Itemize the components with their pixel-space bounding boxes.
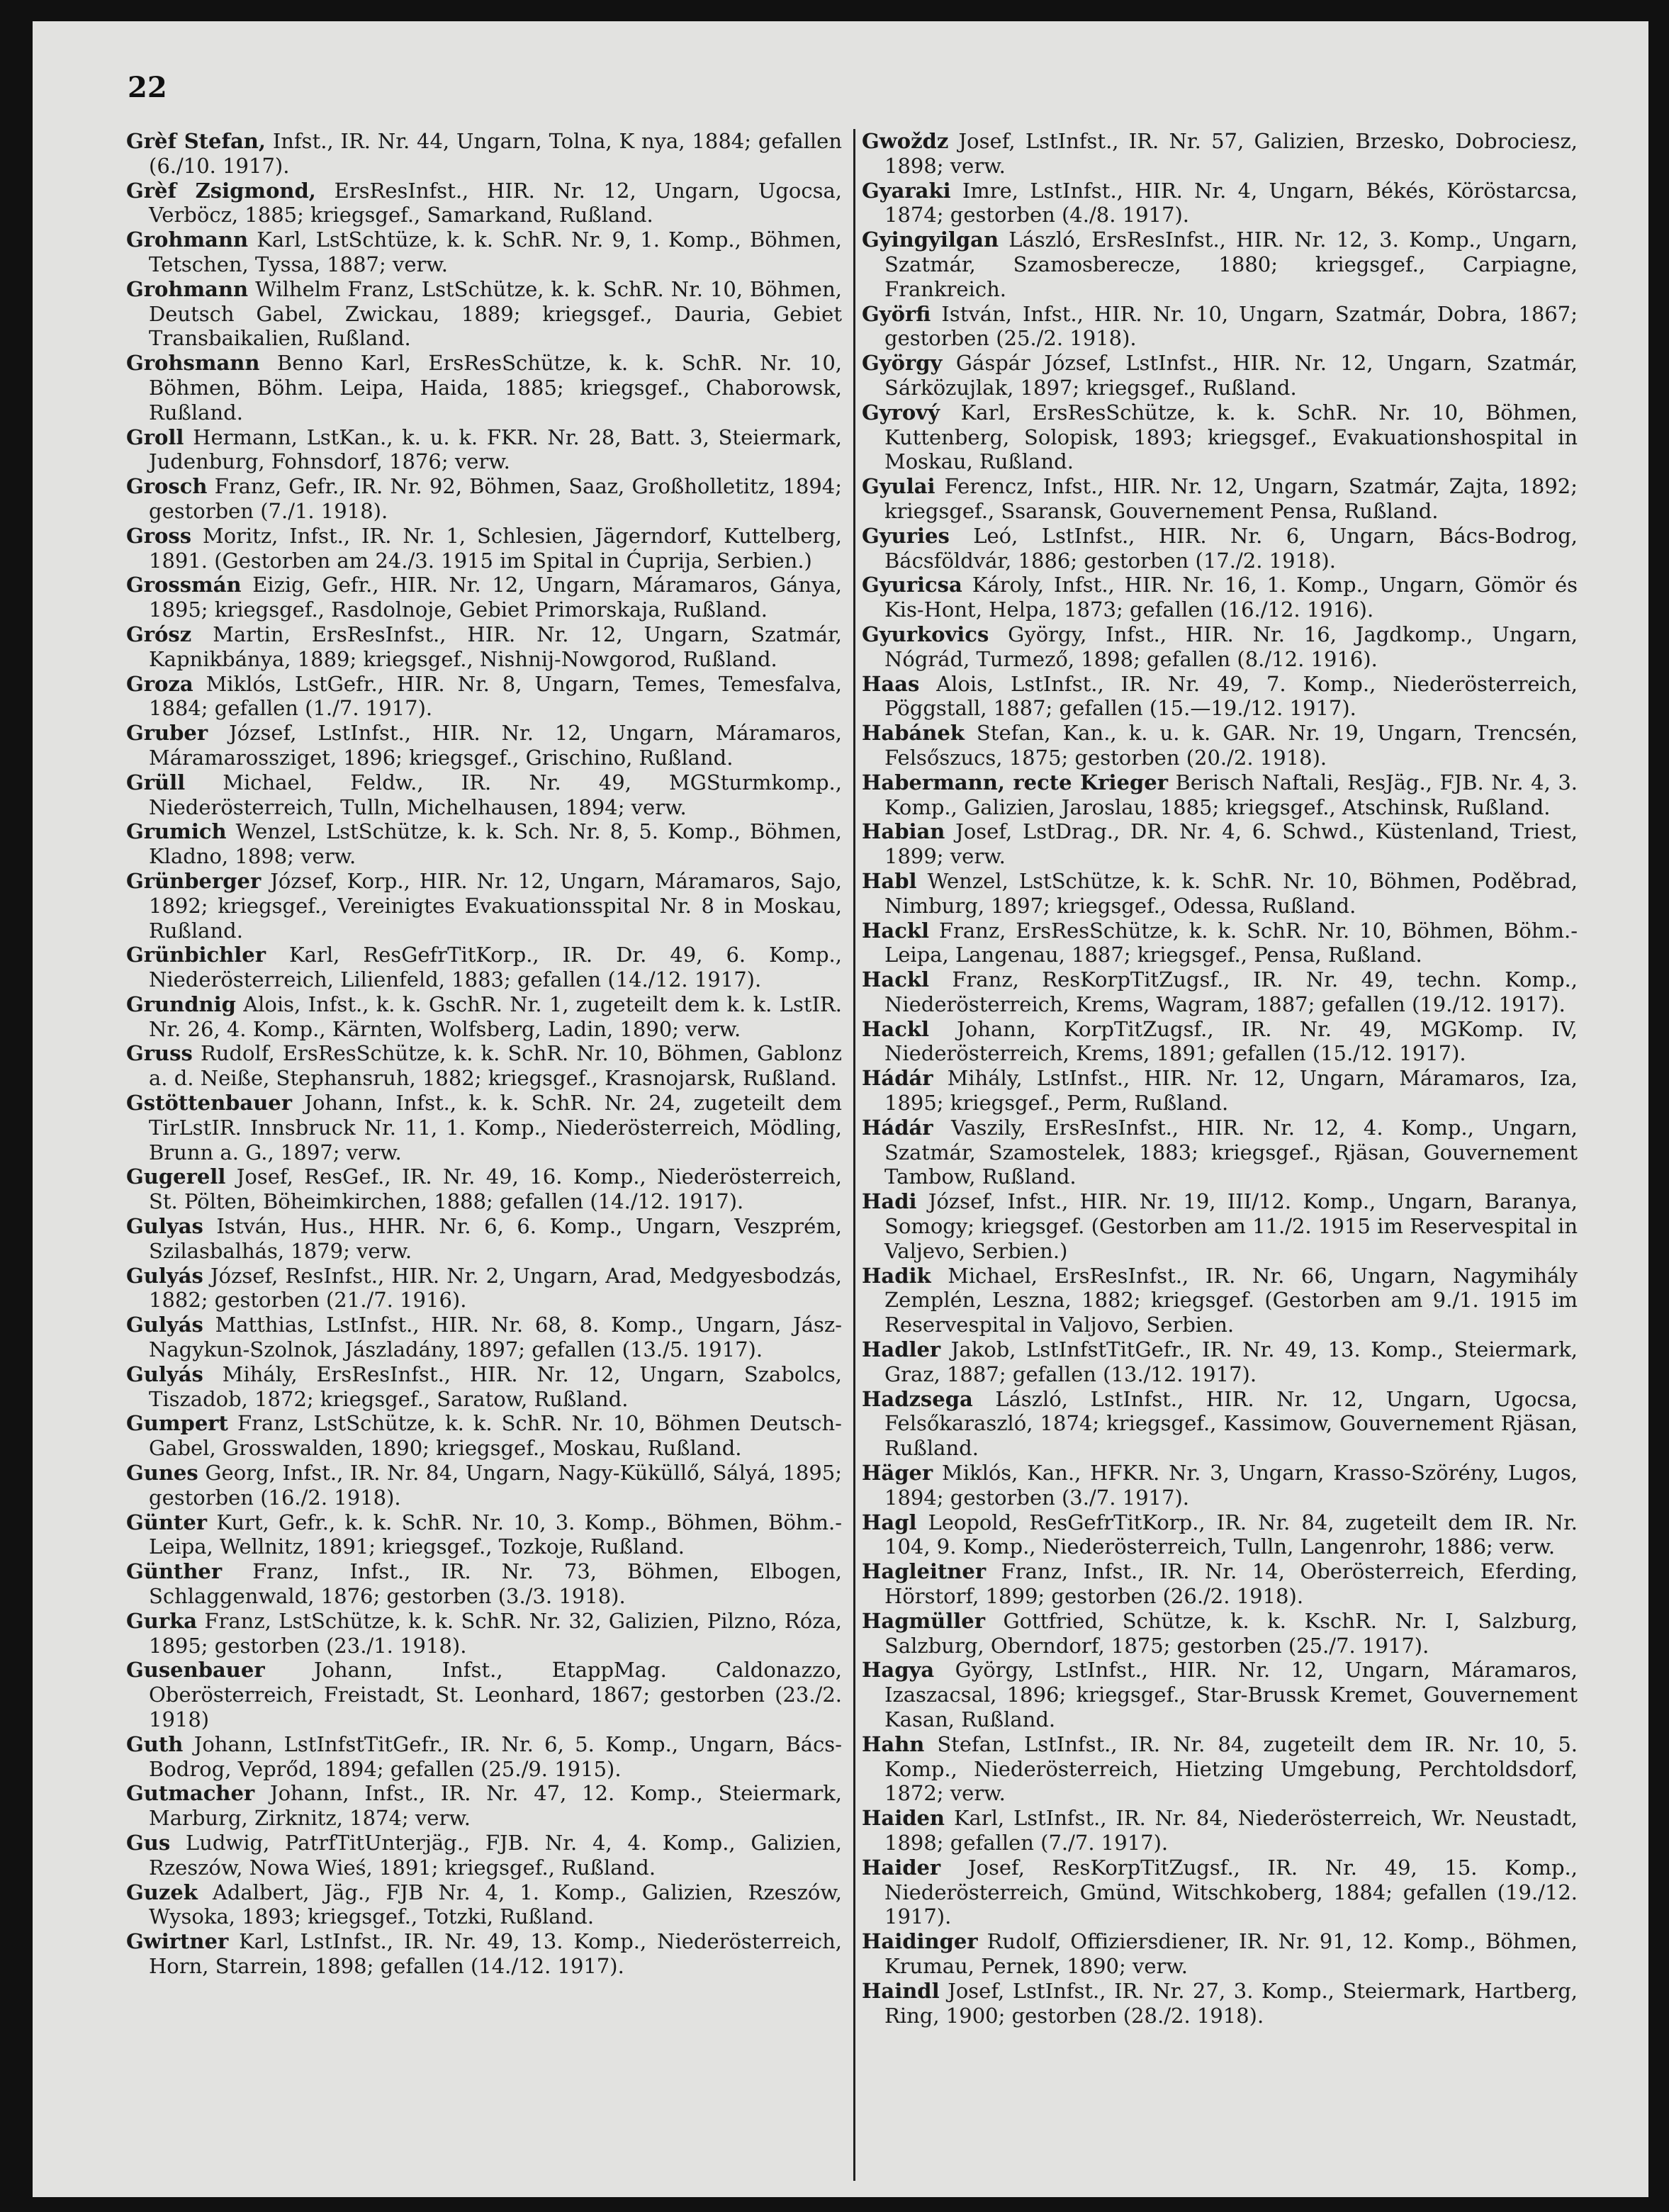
list-item <box>862 672 1578 722</box>
entry-details: László, ErsResInfst., HIR. Nr. 12, 3. Komp., Ungarn, Szatmár, Szamosberecze, 1880; kriegsgef., Carpiagne, Frankreich. <box>884 228 1578 301</box>
entry-name: Hahn <box>862 1731 925 1756</box>
list-item <box>862 1066 1578 1116</box>
entry-name: Grossmán <box>126 573 242 597</box>
entry-name: Grósz <box>126 622 192 646</box>
entry-details: Karl, ErsResSchütze, k. k. SchR. Nr. 10, Böhmen, Kuttenberg, Solopisk, 1893; kriegsgef., Evakuationshospital in Moskau, Rußland. <box>884 400 1578 474</box>
entry-details: Berisch Naftali, ResJäg., FJB. Nr. 4, 3. Komp., Galizien, Jaroslau, 1885; kriegsgef., Atschinsk, Rußland. <box>884 770 1578 819</box>
entry-name: Hadi <box>862 1189 917 1214</box>
entry-name: Hagmüller <box>862 1608 985 1633</box>
list-item <box>862 1337 1578 1387</box>
entry-name: Grohmann <box>126 276 249 301</box>
entry-details: Johann, Infst., IR. Nr. 47, 12. Komp., Steiermark, Marburg, Zirknitz, 1874; verw. <box>149 1781 842 1831</box>
entry-name: György <box>862 351 943 376</box>
entry-details: Eizig, Gefr., HIR. Nr. 12, Ungarn, Máramaros, Gánya, 1895; kriegsgef., Rasdolnoje, Gebiet Primorskaja, Rußland. <box>149 573 842 622</box>
list-item <box>126 179 842 228</box>
list-item <box>862 967 1578 1017</box>
entry-details: Rudolf, ErsResSchütze, k. k. SchR. Nr. 10, Böhmen, Gablonz a. d. Neiße, Stephansruh, 1882; kriegsgef., Krasnojarsk, Rußland. <box>149 1041 842 1091</box>
entry-details: Benno Karl, ErsResSchütze, k. k. SchR. Nr. 10, Böhmen, Böhm. Leipa, Haida, 1885; kriegsgef., Chaborowsk, Rußland. <box>149 351 842 425</box>
entry-name: Günter <box>126 1510 208 1534</box>
list-item <box>126 622 842 672</box>
entry-name: Gulyás <box>126 1263 203 1288</box>
entry-name: Gyuries <box>862 523 950 548</box>
entry-name: Grohsmann <box>126 351 260 376</box>
entry-details: Johann, Infst., k. k. SchR. Nr. 24, zugeteilt dem TirLstIR. Innsbruck Nr. 11, 1. Komp., Niederösterreich, Mödling, Brunn a. G., 1897; verw. <box>149 1091 842 1164</box>
entry-details: Franz, Infst., IR. Nr. 73, Böhmen, Elbogen, Schlaggenwald, 1876; gestorben (3./3. 1918). <box>149 1559 842 1609</box>
list-item <box>126 1091 842 1164</box>
entry-name: Gyrový <box>862 400 940 425</box>
entry-details: Adalbert, Jäg., FJB Nr. 4, 1. Komp., Galizien, Rzeszów, Wysoka, 1893; kriegsgef., Totzki, Rußland. <box>149 1880 842 1929</box>
entry-name: Haidinger <box>862 1929 978 1954</box>
entry-details: Ludwig, PatrfTitUnterjäg., FJB. Nr. 4, 4. Komp., Galizien, Rzeszów, Nowa Wieś, 1891; kriegsgef., Rußland. <box>149 1830 842 1880</box>
entry-details: Stefan, LstInfst., IR. Nr. 84, zugeteilt dem IR. Nr. 10, 5. Komp., Niederösterreich, Hietzing Umgebung, Perchtoldsdorf, 1872; verw. <box>884 1731 1578 1806</box>
entry-details: József, Infst., HIR. Nr. 19, III/12. Komp., Ungarn, Baranya, Somogy; kriegsgef. (Gestorben am 11./2. 1915 im Reservespital in Valjevo, Serbien.) <box>884 1189 1578 1263</box>
column-divider <box>853 129 855 2181</box>
entry-name: Haider <box>862 1855 941 1880</box>
entry-details: Vaszily, ErsResInfst., HIR. Nr. 12, 4. Komp., Ungarn, Szatmár, Szamostelek, 1883; kriegsgef., Rjäsan, Gouvernement Tambow, Rußland. <box>884 1115 1578 1189</box>
entry-details: Josef, LstInfst., IR. Nr. 57, Galizien, Brzesko, Dobrociesz, 1898; verw. <box>884 129 1578 178</box>
entry-name: Gusenbauer <box>126 1658 265 1683</box>
entry-name: Grünbichler <box>126 943 266 967</box>
entry-name: Guzek <box>126 1880 198 1904</box>
entry-name: Gugerell <box>126 1164 226 1189</box>
entry-name: Gulyás <box>126 1362 203 1386</box>
list-item <box>126 721 842 770</box>
entry-name: Grohmann <box>126 228 249 252</box>
list-item <box>862 1559 1578 1609</box>
entry-name: Gstöttenbauer <box>126 1091 293 1116</box>
list-item <box>126 1264 842 1313</box>
list-item <box>862 1929 1578 1979</box>
list-item <box>862 524 1578 573</box>
entry-details: Franz, ErsResSchütze, k. k. SchR. Nr. 10, Böhmen, Böhm.-Leipa, Langenau, 1887; kriegsgef., Pensa, Rußland. <box>884 918 1578 967</box>
entry-name: Groll <box>126 425 184 449</box>
entry-details: László, LstInfst., HIR. Nr. 12, Ungarn, Ugocsa, Felsőkaraszló, 1874; kriegsgef., Kassimow, Gouvernement Rjäsan, Rußland. <box>884 1386 1578 1461</box>
list-item <box>126 425 842 475</box>
entry-name: Grèf Zsigmond, <box>126 178 316 203</box>
list-item <box>126 1831 842 1880</box>
entry-details: Georg, Infst., IR. Nr. 84, Ungarn, Nagy-Küküllő, Sályá, 1895; gestorben (16./2. 1918). <box>149 1461 842 1510</box>
entry-name: Gruber <box>126 721 208 746</box>
list-item <box>862 1189 1578 1263</box>
entry-name: Gutmacher <box>126 1781 255 1806</box>
list-item <box>126 1041 842 1091</box>
entry-name: Grünberger <box>126 868 262 893</box>
entry-details: György, LstInfst., HIR. Nr. 12, Ungarn, Máramaros, Izaszacsal, 1896; kriegsgef., Star-Brussk Kremet, Gouvernement Kasan, Rußland. <box>884 1658 1578 1731</box>
list-item <box>126 1732 842 1782</box>
entry-details: Miklós, Kan., HFKR. Nr. 3, Ungarn, Krasso-Szörény, Lugos, 1894; gestorben (3./7. 1917). <box>884 1461 1578 1510</box>
list-item <box>126 1880 842 1930</box>
entry-name: Habl <box>862 868 917 893</box>
entry-details: Jakob, LstInfstTitGefr., IR. Nr. 49, 13. Komp., Steiermark, Graz, 1887; gefallen (13./12. 1917). <box>884 1337 1578 1386</box>
entry-details: Josef, LstDrag., DR. Nr. 4, 6. Schwd., Küstenland, Triest, 1899; verw. <box>884 819 1578 869</box>
entry-name: Györfi <box>862 301 931 326</box>
list-item <box>862 179 1578 228</box>
list-item <box>862 228 1578 301</box>
entry-details: István, Hus., HHR. Nr. 6, 6. Komp., Ungarn, Veszprém, Szilasbalhás, 1879; verw. <box>149 1214 842 1263</box>
entry-name: Hagya <box>862 1658 935 1683</box>
entry-details: Johann, LstInfstTitGefr., IR. Nr. 6, 5. Komp., Ungarn, Bács-Bodrog, Veprőd, 1894; gefallen (25./9. 1915). <box>149 1731 842 1781</box>
list-item <box>862 302 1578 352</box>
entry-name: Grundnig <box>126 992 236 1016</box>
list-item <box>126 1781 842 1831</box>
entry-details: József, ResInfst., HIR. Nr. 2, Ungarn, Arad, Medgyesbodzás, 1882; gestorben (21./7. 1916). <box>149 1263 842 1313</box>
entry-details: Johann, KorpTitZugsf., IR. Nr. 49, MGKomp. IV, Niederösterreich, Krems, 1891; gefallen (15./12. 1917). <box>884 1016 1578 1066</box>
list-item <box>126 1929 842 1979</box>
entry-details: Imre, LstInfst., HIR. Nr. 4, Ungarn, Békés, Köröstarcsa, 1874; gestorben (4./8. 1917). <box>884 178 1578 228</box>
entry-details: Alois, LstInfst., IR. Nr. 49, 7. Komp., Niederösterreich, Pöggstall, 1887; gefallen (15.—19./12. 1917). <box>884 671 1578 721</box>
entry-details: Mihály, ErsResInfst., HIR. Nr. 12, Ungarn, Szabolcs, Tiszadob, 1872; kriegsgef., Saratow, Rußland. <box>149 1362 842 1411</box>
entry-details: Karl, LstInfst., IR. Nr. 84, Niederösterreich, Wr. Neustadt, 1898; gefallen (7./7. 1917). <box>884 1806 1578 1855</box>
entry-name: Günther <box>126 1559 223 1584</box>
list-item <box>862 1387 1578 1461</box>
entry-details: Martin, ErsResInfst., HIR. Nr. 12, Ungarn, Szatmár, Kapnikbánya, 1889; kriegsgef., Nishnij-Nowgorod, Rußland. <box>149 622 842 671</box>
list-item <box>126 1313 842 1362</box>
entry-name: Gyuricsa <box>862 573 962 597</box>
list-item <box>862 1658 1578 1731</box>
entry-details: Miklós, LstGefr., HIR. Nr. 8, Ungarn, Temes, Temesfalva, 1884; gefallen (1./7. 1917). <box>149 671 842 721</box>
list-item <box>862 770 1578 820</box>
entry-details: Rudolf, Offiziersdiener, IR. Nr. 91, 12. Komp., Böhmen, Krumau, Pernek, 1890; verw. <box>884 1929 1578 1978</box>
entry-details: Gottfried, Schütze, k. k. KschR. Nr. I, Salzburg, Salzburg, Oberndorf, 1875; gestorben (25./7. 1917). <box>884 1608 1578 1658</box>
entry-name: Hagl <box>862 1510 917 1534</box>
entry-name: Guth <box>126 1731 184 1756</box>
list-item <box>126 869 842 943</box>
entry-name: Häger <box>862 1461 933 1486</box>
list-item <box>126 1411 842 1461</box>
entry-details: Josef, LstInfst., IR. Nr. 27, 3. Komp., Steiermark, Hartberg, Ring, 1900; gestorben (28./2. 1918). <box>884 1978 1578 2028</box>
list-item <box>126 474 842 524</box>
entry-details: Ferencz, Infst., HIR. Nr. 12, Ungarn, Szatmár, Zajta, 1892; kriegsgef., Ssaransk, Gouvernement Pensa, Rußland. <box>884 474 1578 523</box>
entry-details: József, LstInfst., HIR. Nr. 12, Ungarn, Máramaros, Máramarossziget, 1896; kriegsgef., Grischino, Rußland. <box>149 721 842 770</box>
list-item <box>126 1609 842 1658</box>
list-item <box>862 474 1578 524</box>
list-item <box>862 1979 1578 2028</box>
entry-details: Franz, LstSchütze, k. k. SchR. Nr. 10, Böhmen Deutsch-Gabel, Grosswalden, 1890; kriegsgef., Moskau, Rußland. <box>149 1411 842 1461</box>
list-item <box>862 1856 1578 1929</box>
entry-name: Hádár <box>862 1115 933 1140</box>
entry-name: Hadzsega <box>862 1386 973 1411</box>
entry-details: Kurt, Gefr., k. k. SchR. Nr. 10, 3. Komp., Böhmen, Böhm.-Leipa, Wellnitz, 1891; kriegsgef., Tozkoje, Rußland. <box>149 1510 842 1559</box>
list-item <box>862 622 1578 672</box>
entry-details: Moritz, Infst., IR. Nr. 1, Schlesien, Jägerndorf, Kuttelberg, 1891. (Gestorben am 24./3. 1915 im Spital in Ćuprija, Serbien.) <box>149 523 842 573</box>
list-item <box>126 770 842 820</box>
list-item <box>862 1461 1578 1510</box>
entry-details: Alois, Infst., k. k. GschR. Nr. 1, zugeteilt dem k. k. LstIR. Nr. 26, 4. Komp., Kärnten, Wolfsberg, Ladin, 1890; verw. <box>149 992 842 1041</box>
entry-name: Haiden <box>862 1806 945 1831</box>
list-item <box>862 351 1578 400</box>
list-item <box>862 1609 1578 1658</box>
list-item <box>126 1461 842 1510</box>
entry-name: Gyaraki <box>862 178 951 203</box>
entry-name: Gruss <box>126 1041 193 1066</box>
entry-name: Habian <box>862 819 945 844</box>
entry-details: Franz, Gefr., IR. Nr. 92, Böhmen, Saaz, Großholletitz, 1894; gestorben (7./1. 1918). <box>149 474 842 523</box>
entry-name: Gross <box>126 523 192 548</box>
entry-details: Károly, Infst., HIR. Nr. 16, 1. Komp., Ungarn, Gömör és Kis-Hont, Helpa, 1873; gefallen (16./12. 1916). <box>884 573 1578 622</box>
entry-name: Gurka <box>126 1608 198 1633</box>
list-item <box>862 819 1578 869</box>
entry-details: József, Korp., HIR. Nr. 12, Ungarn, Máramaros, Sajo, 1892; kriegsgef., Vereinigtes Evakuationsspital Nr. 8 in Moskau, Rußland. <box>149 868 842 943</box>
list-item <box>862 721 1578 770</box>
list-item <box>126 1362 842 1412</box>
list-item <box>862 400 1578 474</box>
entry-details: Hermann, LstKan., k. u. k. FKR. Nr. 28, Batt. 3, Steiermark, Judenburg, Fohnsdorf, 1876; verw. <box>149 425 842 474</box>
entry-name: Gulyas <box>126 1214 203 1239</box>
entry-details: Karl, LstInfst., IR. Nr. 49, 13. Komp., Niederösterreich, Horn, Starrein, 1898; gefallen (14./12. 1917). <box>149 1929 842 1978</box>
list-item <box>862 869 1578 919</box>
entry-name: Gulyás <box>126 1313 203 1337</box>
list-item <box>862 129 1578 179</box>
list-item <box>862 1264 1578 1337</box>
list-item <box>862 1116 1578 1189</box>
column-right <box>862 129 1578 2028</box>
list-item <box>126 277 842 351</box>
document-page <box>33 21 1648 2197</box>
entry-details: Matthias, LstInfst., HIR. Nr. 68, 8. Komp., Ungarn, Jász-Nagykun-Szolnok, Jászladány, 1897; gefallen (13./5. 1917). <box>149 1313 842 1362</box>
list-item <box>126 573 842 622</box>
list-item <box>126 943 842 992</box>
entry-name: Groza <box>126 671 193 696</box>
list-item <box>126 228 842 277</box>
entry-details: Wenzel, LstSchütze, k. k. Sch. Nr. 8, 5. Komp., Böhmen, Kladno, 1898; verw. <box>149 819 842 869</box>
entry-details: Franz, Infst., IR. Nr. 14, Oberösterreich, Eferding, Hörstorf, 1899; gestorben (26./2. 1918). <box>884 1559 1578 1609</box>
entry-name: Gyulai <box>862 474 935 499</box>
list-item <box>862 1806 1578 1856</box>
entry-name: Hadik <box>862 1263 931 1288</box>
entry-name: Gumpert <box>126 1411 228 1436</box>
entry-name: Hadler <box>862 1337 941 1362</box>
list-item <box>126 129 842 179</box>
entry-name: Grèf Stefan, <box>126 129 266 153</box>
entry-details: György, Infst., HIR. Nr. 16, Jagdkomp., Ungarn, Nógrád, Turmező, 1898; gefallen (8./12. 1916). <box>884 622 1578 671</box>
list-item <box>126 1164 842 1214</box>
entry-name: Hackl <box>862 918 929 943</box>
entry-details: Michael, Feldw., IR. Nr. 49, MGSturmkomp., Niederösterreich, Tulln, Michelhausen, 1894; verw. <box>149 770 842 819</box>
entry-details: Johann, Infst., EtappMag. Caldonazzo, Oberösterreich, Freistadt, St. Leonhard, 1867; gestorben (23./2. 1918) <box>149 1658 842 1731</box>
list-item <box>862 573 1578 622</box>
list-item <box>126 1559 842 1609</box>
entry-details: István, Infst., HIR. Nr. 10, Ungarn, Szatmár, Dobra, 1867; gestorben (25./2. 1918). <box>884 301 1578 351</box>
entry-details: Josef, ResKorpTitZugsf., IR. Nr. 49, 15. Komp., Niederösterreich, Gmünd, Witschkoberg, 1884; gefallen (19./12. 1917). <box>884 1855 1578 1929</box>
entry-name: Hackl <box>862 967 929 992</box>
entry-details: Karl, LstSchtüze, k. k. SchR. Nr. 9, 1. Komp., Böhmen, Tetschen, Tyssa, 1887; verw. <box>149 228 842 276</box>
entry-name: Hádár <box>862 1066 933 1091</box>
entry-details: Franz, LstSchütze, k. k. SchR. Nr. 32, Galizien, Pilzno, Róza, 1895; gestorben (23./1. 1918). <box>149 1608 842 1658</box>
entry-name: Haindl <box>862 1978 940 2003</box>
entry-details: Wenzel, LstSchütze, k. k. SchR. Nr. 10, Böhmen, Poděbrad, Nimburg, 1897; kriegsgef., Odessa, Rußland. <box>884 868 1578 918</box>
list-item <box>862 1510 1578 1560</box>
entry-details: Wilhelm Franz, LstSchütze, k. k. SchR. Nr. 10, Böhmen, Deutsch Gabel, Zwickau, 1889; kriegsgef., Dauria, Gebiet Transbaikalien, Rußland. <box>149 276 842 351</box>
entry-name: Habermann, recte Krieger <box>862 770 1168 795</box>
entry-details: Stefan, Kan., k. u. k. GAR. Nr. 19, Ungarn, Trencsén, Felsőszucs, 1875; gestorben (20./2. 1918). <box>884 721 1578 770</box>
list-item <box>862 1732 1578 1806</box>
list-item <box>862 919 1578 968</box>
entry-details: ErsResInfst., HIR. Nr. 12, Ungarn, Ugocsa, Verböcz, 1885; kriegsgef., Samarkand, Rußland. <box>149 178 842 228</box>
entry-name: Habánek <box>862 721 965 746</box>
list-item <box>862 1017 1578 1067</box>
list-item <box>126 351 842 425</box>
entry-details: Karl, ResGefrTitKorp., IR. Dr. 49, 6. Komp., Niederösterreich, Lilienfeld, 1883; gefallen (14./12. 1917). <box>149 943 842 992</box>
entry-name: Gyurkovics <box>862 622 989 646</box>
list-item <box>126 992 842 1042</box>
entry-name: Gwirtner <box>126 1929 229 1954</box>
entry-name: Grosch <box>126 474 208 499</box>
entry-details: Franz, ResKorpTitZugsf., IR. Nr. 49, techn. Komp., Niederösterreich, Krems, Wagram, 1887; gefallen (19./12. 1917). <box>884 967 1578 1016</box>
list-item <box>126 1510 842 1560</box>
list-item <box>126 1658 842 1731</box>
list-item <box>126 672 842 722</box>
column-left <box>126 129 842 1979</box>
entry-name: Grumich <box>126 819 227 844</box>
entry-details: Infst., IR. Nr. 44, Ungarn, Tolna, K nya, 1884; gefallen (6./10. 1917). <box>149 129 842 178</box>
entry-details: Josef, ResGef., IR. Nr. 49, 16. Komp., Niederösterreich, St. Pölten, Böheimkirchen, 1888; gefallen (14./12. 1917). <box>149 1164 842 1214</box>
entry-name: Hagleitner <box>862 1559 987 1584</box>
page-number: 22 <box>128 71 167 104</box>
entry-details: Leó, LstInfst., HIR. Nr. 6, Ungarn, Bács-Bodrog, Bácsföldvár, 1886; gestorben (17./2. 1918). <box>884 523 1578 573</box>
entry-name: Grüll <box>126 770 186 795</box>
entry-details: Gáspár József, LstInfst., HIR. Nr. 12, Ungarn, Szatmár, Sárközujlak, 1897; kriegsgef., Rußland. <box>884 351 1578 400</box>
entry-name: Gunes <box>126 1461 198 1486</box>
entry-details: Leopold, ResGefrTitKorp., IR. Nr. 84, zugeteilt dem IR. Nr. 104, 9. Komp., Niederösterreich, Tulln, Langenrohr, 1886; verw. <box>884 1510 1578 1559</box>
list-item <box>126 524 842 573</box>
entry-name: Hackl <box>862 1016 929 1041</box>
entry-name: Gus <box>126 1830 171 1855</box>
list-item <box>126 1214 842 1264</box>
entry-details: Mihály, LstInfst., HIR. Nr. 12, Ungarn, Máramaros, Iza, 1895; kriegsgef., Perm, Rußland. <box>884 1066 1578 1116</box>
entry-name: Gyingyilgan <box>862 228 999 252</box>
entry-details: Michael, ErsResInfst., IR. Nr. 66, Ungarn, Nagymihály Zemplén, Leszna, 1882; kriegsgef. (Gestorben am 9./1. 1915 im Reservespital in Valjovo, Serbien. <box>884 1263 1578 1337</box>
entry-name: Gwoždz <box>862 129 949 153</box>
list-item <box>126 819 842 869</box>
entry-name: Haas <box>862 671 920 696</box>
